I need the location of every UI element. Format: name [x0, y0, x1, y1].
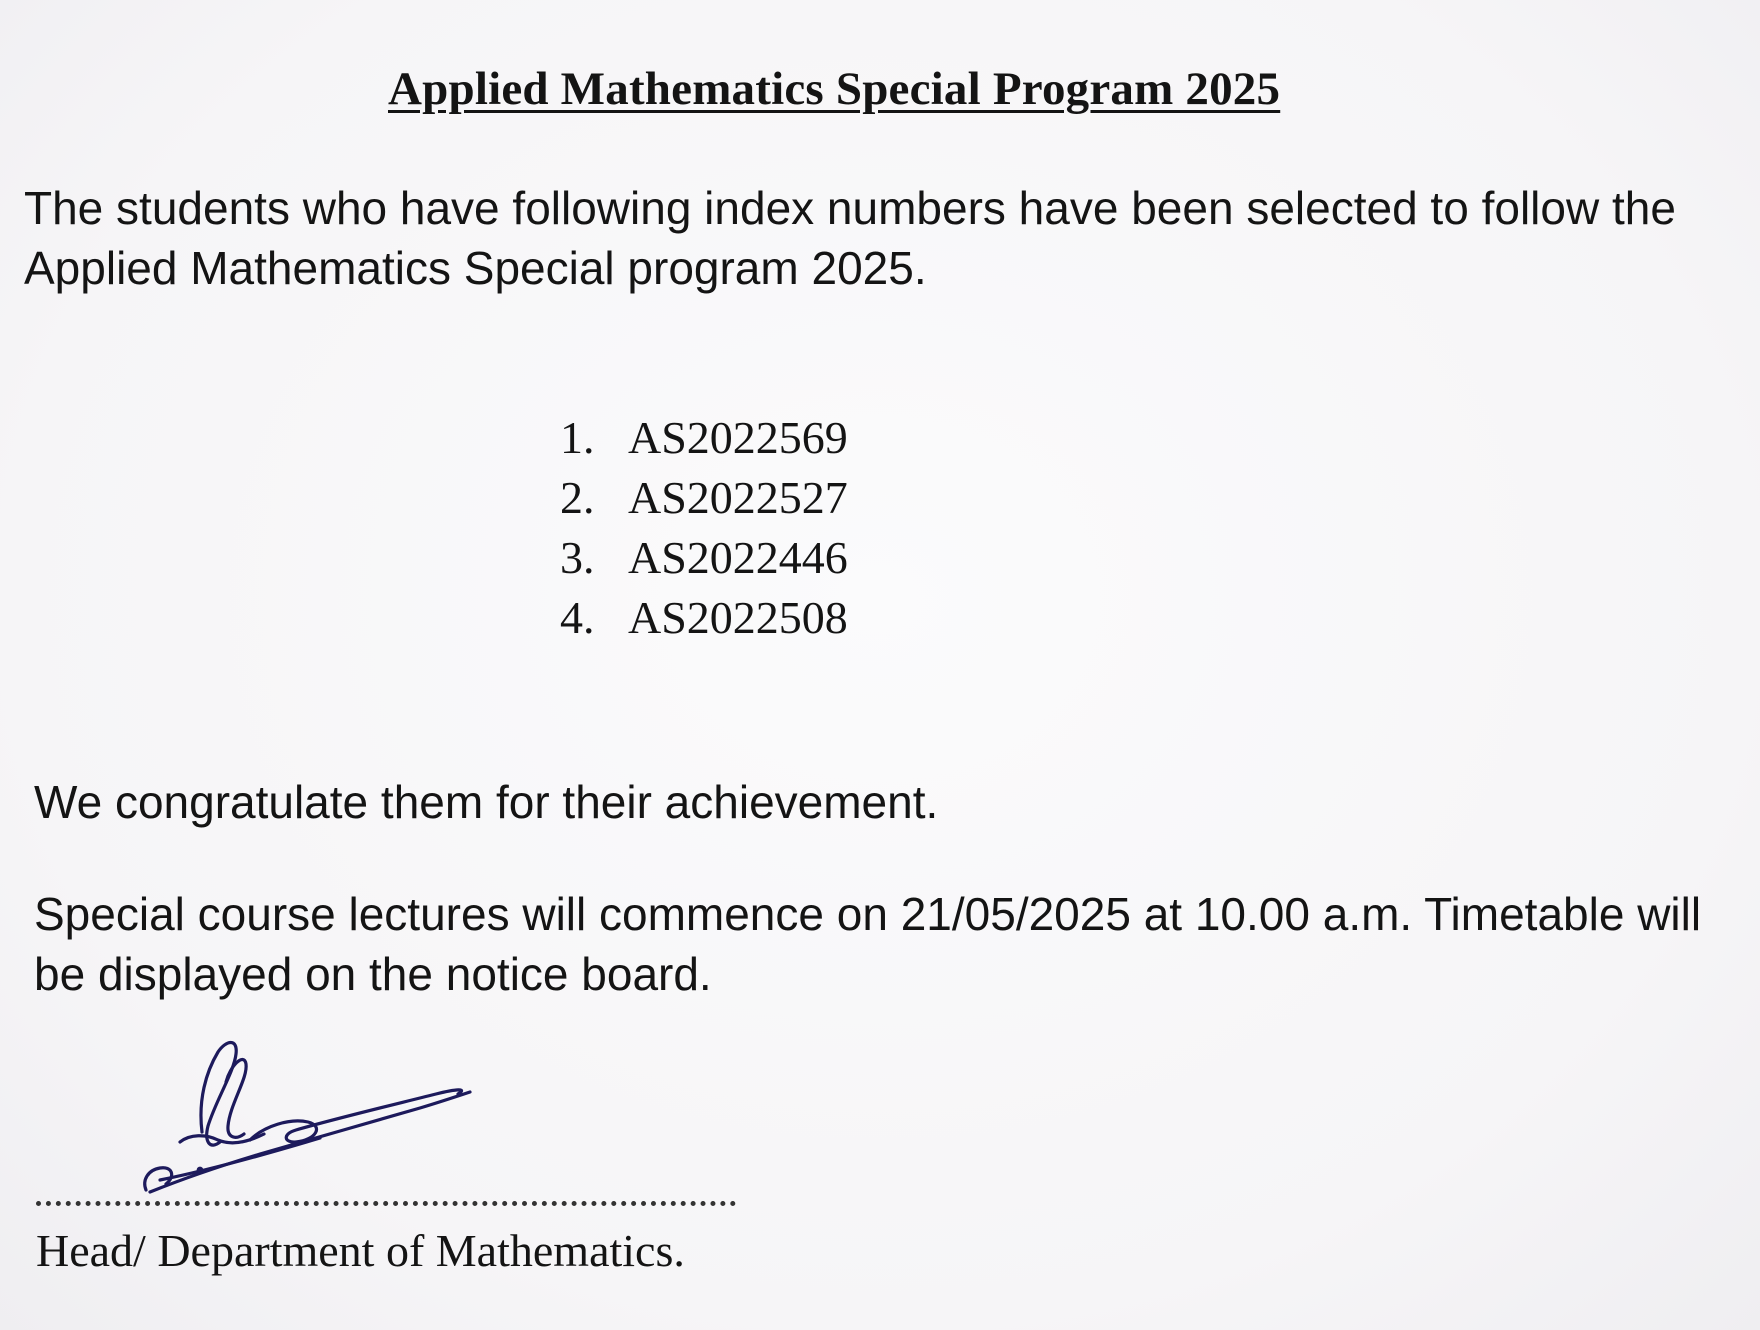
congratulation-paragraph: We congratulate them for their achievement. — [34, 776, 939, 828]
list-item-number: 2. — [560, 472, 595, 523]
list-item-number: 4. — [560, 592, 595, 643]
list-item — [560, 588, 848, 648]
list-item-number: 1. — [560, 412, 595, 463]
signatory-title: Head/ Department of Mathematics. — [36, 1225, 685, 1276]
list-item-number: 3. — [560, 532, 595, 583]
lecture-line-2: be displayed on the notice board. — [34, 948, 712, 1000]
index-number-list — [560, 408, 848, 648]
list-item — [560, 468, 848, 528]
index-number: AS2022508 — [628, 592, 848, 643]
lecture-schedule-paragraph — [34, 884, 1701, 1004]
intro-line-2: Applied Mathematics Special program 2025. — [24, 242, 927, 294]
lecture-line-1: Special course lectures will commence on 21/05/2025 at 10.00 a.m. Timetable will — [34, 888, 1702, 940]
intro-paragraph — [24, 178, 1724, 298]
handwritten-signature — [140, 1030, 500, 1210]
index-number: AS2022446 — [628, 532, 848, 583]
list-item — [560, 408, 848, 468]
index-number: AS2022527 — [628, 472, 848, 523]
list-item — [560, 528, 848, 588]
index-number: AS2022569 — [628, 412, 848, 463]
signature-dotted-line — [36, 1185, 736, 1206]
notice-title: Applied Mathematics Special Program 2025 — [388, 63, 1281, 115]
intro-line-1: The students who have following index numbers have been selected to follow the — [24, 182, 1676, 234]
